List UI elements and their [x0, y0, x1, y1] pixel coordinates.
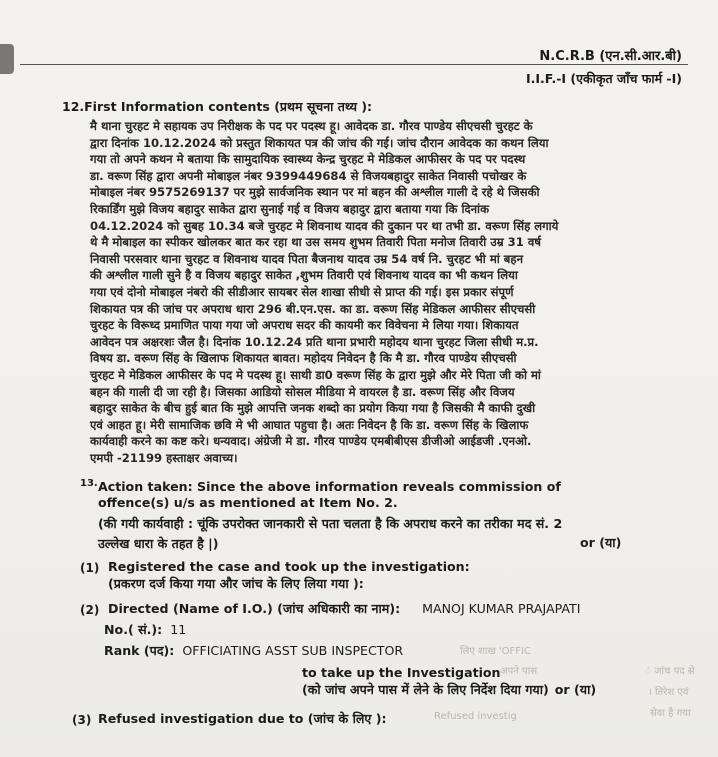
first-information-contents: [90, 118, 630, 466]
form-title: I.I.F.-I (एकीकृत जाँच फार्म -I): [525, 71, 682, 86]
item-1-registered-hindi: (प्रकरण दर्ज किया गया और जांच के लिए लिया गया ):: [108, 576, 364, 591]
io-name-value: MANOJ KUMAR PRAJAPATI: [422, 601, 581, 616]
edge-mark: [0, 44, 14, 74]
item-1-registered: Registered the case and took up the investigation:: [108, 559, 470, 574]
io-number-value: 11: [170, 622, 187, 637]
section-13-hindi: [98, 514, 638, 554]
section-13-hindi-line: उल्लेख धारा के तहत है |): [98, 536, 219, 551]
information-line: गया तो अपने कथन मे बताया कि सामुदायिक स्वास्थ्य केन्द्र चुरहट मे मेडिकल आफीसर के पद पर पदस्थ: [90, 152, 526, 167]
information-line: चुरहट मे मेडिकल आफीसर के पद मे पदस्थ हू। साथी डा0 वरूण सिंह के द्वारा मुझे और मेरे पिता जी को मां: [90, 367, 541, 382]
information-line: रिकार्डिंग मुझे विजय बहादुर साकेत द्वारा सुनाई गई व विजय बहादुर द्वारा बताया गया कि दिनांक: [90, 201, 489, 216]
header-rule: [20, 64, 688, 65]
information-line: मै थाना चुरहट मे सहायक उप निरीक्षक के पद पर पदस्थ हू। आवेदक डा. गौरव पाण्डेय सीएचसी चुरहट के: [90, 119, 533, 133]
information-line: 04.12.2024 को सुबह 10.34 बजे चुरहट मे शिवनाथ यादव की दुकान पर था तभी डा. वरूण सिंह लगाये: [90, 218, 559, 233]
section-13-action-taken: Action taken: Since the above information reveals commission of offence(s) u/s as mentioned at Item No. 2.: [98, 479, 561, 510]
information-line: मोबाइल नंबर 9575269137 पर मुझे सार्वजनिक स्थान पर मां बहन की अश्लील गाली दे रहे थे जिसकी: [90, 185, 540, 200]
section-12-title: 12.First Information contents (प्रथम सूचना तथ्य ):: [62, 99, 373, 114]
ghost-text: अपने पास: [500, 666, 538, 677]
information-line: एमपी -21199 हस्ताक्षर अवाच्य।: [90, 450, 238, 465]
information-line: डा. वरूण सिंह द्वारा अपनी मोबाइल नंबर 9399449684 से विजयबहादुर साकेत निवासी पचोखर के: [90, 168, 527, 183]
item-3-refused: Refused investigation due to (जांच के लिए ):: [98, 711, 387, 726]
io-number-label: No.( सं.):: [104, 622, 163, 637]
ghost-text: । तिरेश एवं: [648, 687, 689, 698]
information-line: थे मै मोबाइल का स्पीकर खोलकर बात कर रहा था उस समय शुभम तिवारी पिता मनोज तिवारी उम्र 31 वर्ष: [90, 235, 541, 250]
ncrb-header: N.C.R.B (एन.सी.आर.बी): [539, 49, 682, 64]
information-line: बहादुर साकेत के बीच हुई बात कि मुझे आपत्ति जनक शब्दो का प्रयोग किया गया है जिसकी मै काफी दुखी: [90, 401, 536, 416]
information-line: निवासी परसवार थाना चुरहट व शिवनाथ यादव पिता बैजनाथ यादव उम्र 54 वर्ष नि. चुरहट भी मां बहन: [90, 251, 524, 266]
item-3-number: (3): [72, 713, 92, 727]
item-2-or: or (या): [554, 682, 597, 697]
take-up-investigation: to take up the Investigation: [302, 665, 501, 680]
information-line: कार्यवाही करने का कष्ट करे। धन्यवाद। अंग्रेजी मे डा. गौरव पाण्डेय एमबीबीएस डीजीओ आईडजी .एनओ.: [90, 434, 532, 449]
take-up-hindi-text: (को जांच अपने पास में लेने के लिए निर्देश दिया गया): [302, 682, 549, 697]
take-up-investigation-hindi: [302, 681, 596, 698]
ghost-text: Refused investig: [434, 711, 517, 722]
section-13-hindi-line: (की गयी कार्यवाही : चूंकि उपरोक्त जानकारी से पता चलता है कि अपराध करने का तरीका मद सं. 2: [98, 516, 563, 531]
section-13-or: or (या): [580, 535, 622, 550]
information-line: चुरहट के विरूध्द प्रमाणित पाया गया जो अपराध सदर की कायमी कर विवेचना मे लिया गया। शिकायत: [90, 318, 519, 333]
information-line: गया एवं दोनो मोबाइल नंबरो की सीडीआर सायबर सेल शाखा सीधी से प्राप्त की गई। इस प्रकार संपूर्ण: [90, 284, 514, 299]
ghost-text: लिए शाख 'OFFIC: [460, 646, 531, 657]
ghost-text: ं जांच पद से: [645, 666, 695, 677]
io-rank: [104, 642, 403, 659]
item-1-number: (1): [80, 561, 100, 575]
information-line: एवं आहत हू। मेरी सामाजिक छवि मे भी आघात पहुचा है। अतः निवेदन है कि डा. वरूण सिंह के खिलाफ: [90, 417, 529, 432]
information-line: की अश्लील गाली सुने है व विजय बहादुर साकेत ,शुभम तिवारी एवं शिवनाथ यादव का भी कथन लिया: [90, 268, 518, 283]
io-rank-label: Rank (पद):: [104, 643, 175, 658]
io-rank-value: OFFICIATING ASST SUB INSPECTOR: [182, 643, 404, 658]
item-2-number: (2): [80, 603, 100, 617]
io-number: [104, 621, 186, 638]
information-line: विषय डा. वरूण सिंह के खिलाफ शिकायत बावत। महोदय निवेदन है कि मै डा. गौरव पाण्डेय सीएचसी: [90, 351, 517, 366]
ghost-text: सेवा है गया: [650, 708, 691, 719]
information-line: शिकायत पत्र की जांच पर अपराध धारा 296 बी.एन.एस. का डा. वरूण सिंह मेडिकल आफीसर सीएचसी: [90, 301, 536, 316]
information-line: आवेदन पत्र अक्षरशः जैल है। दिनांक 10.12.24 प्रति थाना प्रभारी महोदय थाना चुरहट जिला सीधी म.प्र.: [90, 334, 539, 349]
section-13-number: 13.: [80, 478, 98, 489]
io-name-label: Directed (Name of I.O.) (जांच अधिकारी का नाम):: [108, 601, 401, 616]
information-line: द्वारा दिनांक 10.12.2024 को प्रस्तुत शिकायत पत्र की जांच की गई। जांच दौरान आवेदक का कथन लिया: [90, 135, 549, 150]
information-line: बहन की गाली दी जा रही है। जिसका आडियो सोसल मीडिया मे वायरल है डा. वरूण सिंह और विजय: [90, 384, 515, 399]
item-2-directed: [108, 600, 580, 617]
